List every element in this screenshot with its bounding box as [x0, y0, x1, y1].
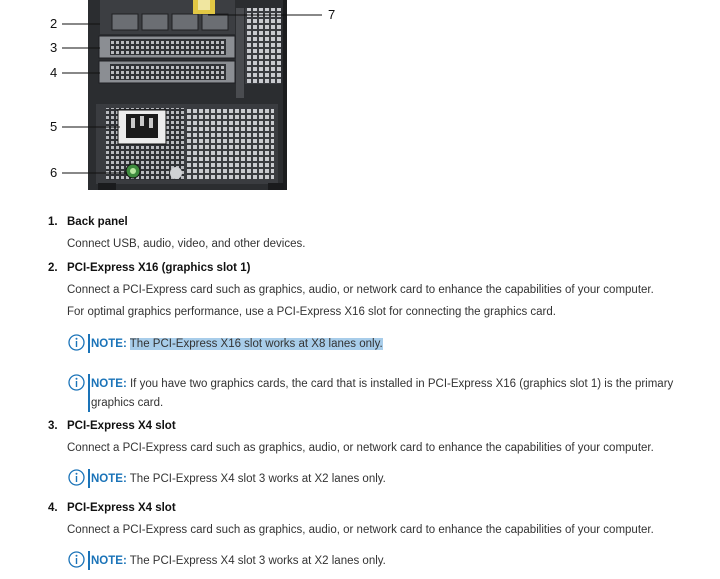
callout-label: 2: [50, 16, 58, 31]
list-item-title: [48, 262, 250, 274]
list-item-heading: PCI-Express X4 slot: [67, 420, 176, 432]
callout-label: 4: [50, 65, 58, 80]
list-item-number: 2.: [48, 262, 58, 274]
description-paragraph: Connect a PCI-Express card such as graphics, audio, or network card to enhance the capabilities of your computer.: [67, 442, 654, 454]
info-icon: [68, 469, 85, 486]
note-text-highlighted: The PCI-Express X16 slot works at X8 lanes only.: [129, 338, 383, 350]
note-text: The PCI-Express X4 slot 3 works at X2 lanes only.: [129, 555, 386, 567]
description-paragraph: Connect USB, audio, video, and other devices.: [67, 238, 306, 250]
callout-label: 7: [328, 7, 336, 22]
list-item-title: [48, 216, 128, 228]
note-label: NOTE:: [91, 378, 127, 390]
list-item-heading: PCI-Express X16 (graphics slot 1): [67, 262, 251, 274]
info-icon: [68, 334, 85, 351]
description-paragraph: For optimal graphics performance, use a PCI-Express X16 slot for connecting the graphics card.: [67, 306, 556, 318]
list-item-heading: PCI-Express X4 slot: [67, 502, 176, 514]
callout-label: 3: [50, 40, 58, 55]
list-item-number: 3.: [48, 420, 58, 432]
note-label: NOTE:: [91, 473, 127, 485]
psu-vent: [186, 108, 274, 180]
callout-label: 6: [50, 165, 58, 180]
list-item-number: 1.: [48, 216, 58, 228]
note-text: The PCI-Express X4 slot 3 works at X2 lanes only.: [129, 473, 386, 485]
note-divider: [88, 469, 90, 488]
list-item-title: [48, 502, 176, 514]
list-item-number: 4.: [48, 502, 58, 514]
note-text: If you have two graphics cards, the card that is installed in PCI-Express X16 (graphics slot 1) is the primary: [129, 378, 674, 390]
description-paragraph: Connect a PCI-Express card such as graphics, audio, or network card to enhance the capabilities of your computer.: [67, 284, 654, 296]
note-text: graphics card.: [91, 397, 164, 409]
info-icon: [68, 374, 85, 391]
chassis-illustration: [0, 0, 720, 200]
description-paragraph: Connect a PCI-Express card such as graphics, audio, or network card to enhance the capabilities of your computer.: [67, 524, 654, 536]
note-label: NOTE:: [91, 555, 127, 567]
computer-rear-view-figure: [0, 0, 720, 200]
info-icon: [68, 551, 85, 568]
note-divider: [88, 551, 90, 570]
note-divider: [88, 374, 90, 412]
note-label: NOTE:: [91, 338, 127, 350]
note-divider: [88, 334, 90, 353]
list-item-title: [48, 420, 176, 432]
upper-vent: [245, 8, 281, 84]
callout-label: 5: [50, 119, 58, 134]
list-item-heading: Back panel: [67, 216, 128, 228]
